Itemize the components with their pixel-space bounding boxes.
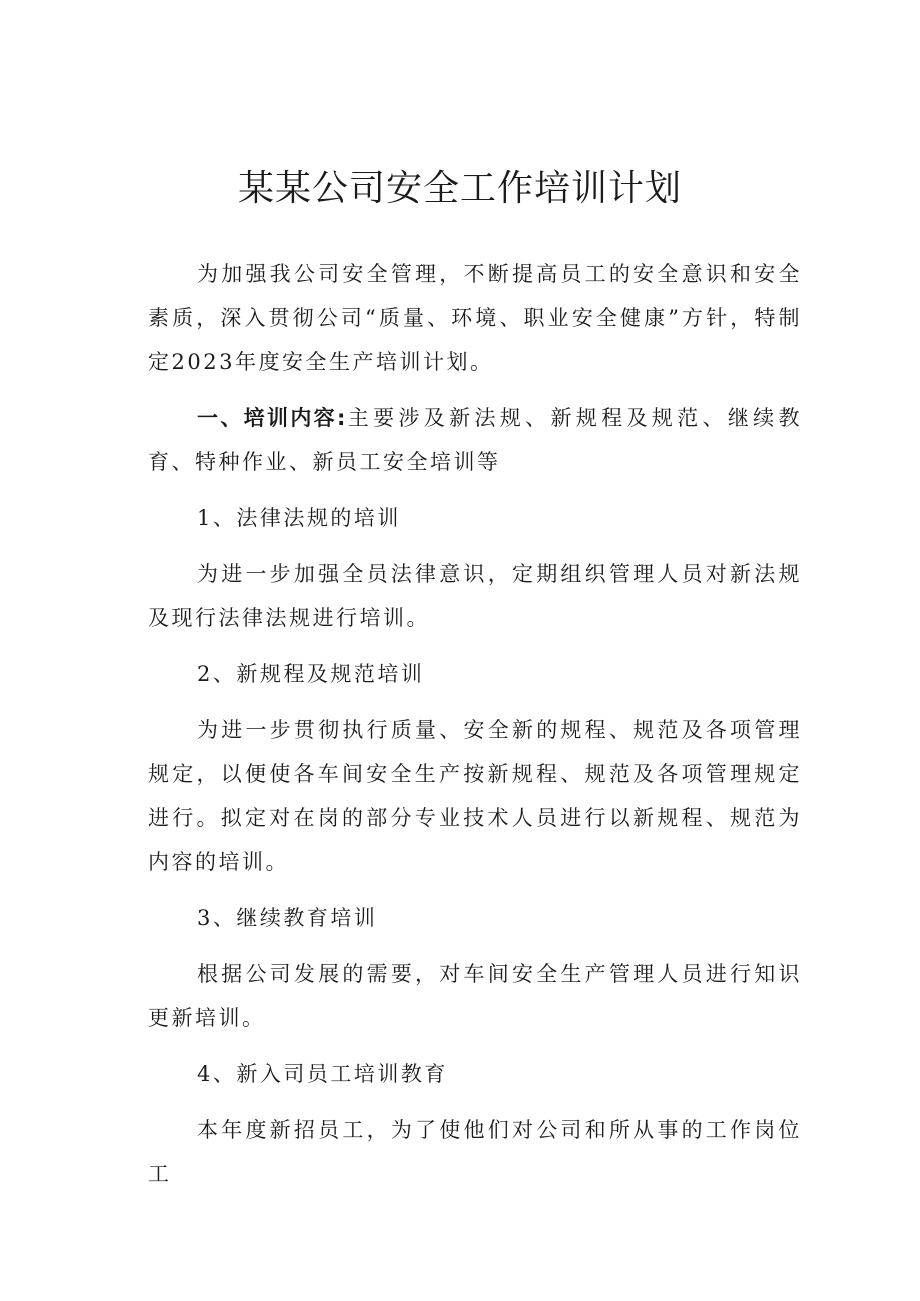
section-1-lead: 一、培训内容: (197, 406, 346, 430)
item-4-body: 本年度新招员工，为了使他们对公司和所从事的工作岗位工 (148, 1118, 802, 1186)
item-2-heading: 2、新规程及规范培训 (197, 662, 425, 686)
item-3-body: 根据公司发展的需要，对车间安全生产管理人员进行知识更新培训。 (148, 962, 802, 1030)
intro-paragraph: 为加强我公司安全管理，不断提高员工的安全意识和安全素质，深入贯彻公司“质量、环境、职业安全健康”方针，特制定2023年度安全生产培训计划。 (148, 262, 802, 374)
section-1-text: 主要涉及新法规、新规程及规范、继续教育、特种作业、新员工安全培训等 (148, 406, 802, 474)
item-3-heading: 3、继续教育培训 (197, 906, 378, 930)
item-4-heading: 4、新入司员工培训教育 (197, 1062, 448, 1086)
section-1-paragraph (148, 396, 802, 484)
item-1-body: 为进一步加强全员法律意识，定期组织管理人员对新法规及现行法律法规进行培训。 (148, 562, 802, 630)
document-title: 某某公司安全工作培训计划 (237, 168, 682, 209)
item-1-heading: 1、法律法规的培训 (197, 506, 401, 530)
document-body (148, 252, 802, 1208)
item-2-body: 为进一步贯彻执行质量、安全新的规程、规范及各项管理规定，以便使各车间安全生产按新规程、规范及各项管理规定进行。拟定对在岗的部分专业技术人员进行以新规程、规范为内容的培训。 (148, 718, 802, 874)
